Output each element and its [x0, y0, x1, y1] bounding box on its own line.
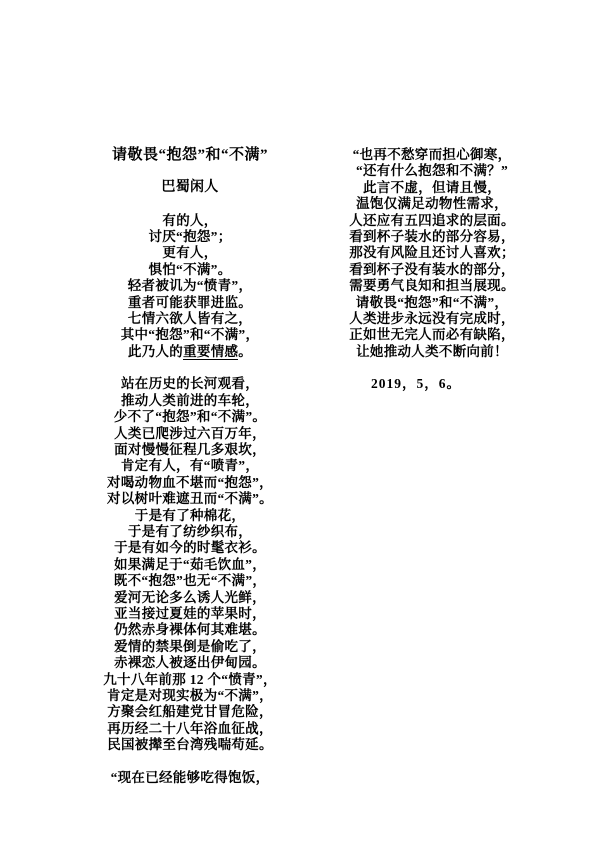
poem-line: 看到杯子没有装水的部分，: [349, 261, 515, 277]
poem-line: 面对慢慢征程几多艰坎，: [114, 442, 266, 458]
poem-line: 此言不虚，但请且慢，: [363, 179, 501, 195]
poem-line: 讨厌“抱怨”；: [148, 228, 232, 244]
poem-line: 爱河无论多么诱人光鲜，: [114, 589, 266, 605]
poem-title: 请敬畏“抱怨”和“不满”: [111, 147, 268, 163]
left-column: [70, 147, 310, 786]
poem-line: 惧怕“不满”。: [148, 261, 232, 277]
poem-line: 肯定是对现实极为“不满”，: [107, 687, 273, 703]
blank-line: [70, 196, 310, 212]
underlined-phrase: 重要情感: [183, 343, 239, 359]
poem-line: 如果满足于“茹毛饮血”，: [113, 556, 267, 572]
poem-line: 轻者被讥为“愤青”，: [127, 278, 253, 294]
poem-line: “也再不愁穿而担心御寒，: [352, 147, 512, 162]
right-column-lines: [312, 147, 552, 393]
poem-line: 民国被撵至台湾残喘苟延。: [107, 737, 273, 753]
poem-line: 重者可能获罪进监。: [127, 294, 253, 310]
poem-line: 方聚会红船建党甘冒危险，: [107, 704, 273, 720]
poem-line: 既不“抱怨”也无“不满”，: [113, 573, 267, 589]
poem-line: 更有人，: [162, 245, 218, 261]
poem-line: 有的人，: [162, 212, 218, 228]
right-column: [312, 147, 552, 393]
poem-line: 站在历史的长河观看，: [121, 376, 259, 392]
poem-line: “现在已经能够吃得饱饭，: [110, 769, 270, 785]
poem-line: 请敬畏“抱怨”和“不满”，: [355, 294, 509, 310]
poem-line: 那没有风险且还讨人喜欢；: [349, 245, 515, 261]
poem-line: 少不了“抱怨”和“不满”。: [113, 409, 267, 425]
poem-line: 人类已爬涉过六百万年，: [114, 425, 266, 441]
blank-line: [312, 360, 552, 376]
poem-line: 于是有了种棉花，: [134, 507, 246, 523]
left-column-lines: [70, 213, 310, 787]
poem-line: 此乃人的重要情感。: [127, 343, 253, 359]
poem-line: 人还应有五四追求的层面。: [349, 212, 515, 228]
poem-line: 亚当接过夏娃的苹果时，: [114, 605, 266, 621]
poem-line: 让她推动人类不断向前！: [356, 343, 508, 359]
poem-line: 爱情的禁果倒是偷吃了，: [114, 638, 266, 654]
date-line: 2019，5，6。: [371, 376, 461, 392]
poem-line: 肯定有人，有“喷青”，: [120, 458, 260, 474]
poem-line: 人类进步永远没有完成时，: [349, 310, 515, 326]
blank-line: [70, 753, 310, 769]
poem-line: 推动人类前进的车轮，: [121, 392, 259, 408]
poem-line: “还有什么抱怨和不满？”: [355, 163, 509, 179]
poem-line: 需要勇气良知和担当展现。: [349, 278, 515, 294]
poem-line: 再历经二十八年浴血征战，: [107, 720, 273, 736]
poem-line: 于是有如今的时髦衣衫。: [114, 540, 266, 556]
poem-line: 温饱仅满足动物性需求，: [356, 196, 508, 212]
poem-line: 仍然赤身裸体何其难堪。: [114, 622, 266, 638]
blank-line: [70, 163, 310, 179]
poem-line: 九十八年前那 12 个“愤青”，: [103, 671, 277, 687]
poem-author: 巴蜀闲人: [161, 179, 219, 195]
poem-line: 其中“抱怨”和“不满”，: [120, 327, 260, 343]
poem-line: 正如世无完人而必有缺陷，: [349, 327, 515, 343]
blank-line: [70, 360, 310, 376]
poem-line: 看到杯子装水的部分容易，: [349, 228, 515, 244]
poem-line: 赤裸恋人被逐出伊甸园。: [114, 655, 266, 671]
poem-line: 对喝动物血不堪而“抱怨”，: [107, 474, 273, 490]
poem-line: 于是有了纺纱织布，: [127, 523, 253, 539]
poem-line: 对以树叶难遮丑而“不满”。: [107, 491, 273, 507]
poem-line: 七情六欲人皆有之，: [127, 310, 253, 326]
